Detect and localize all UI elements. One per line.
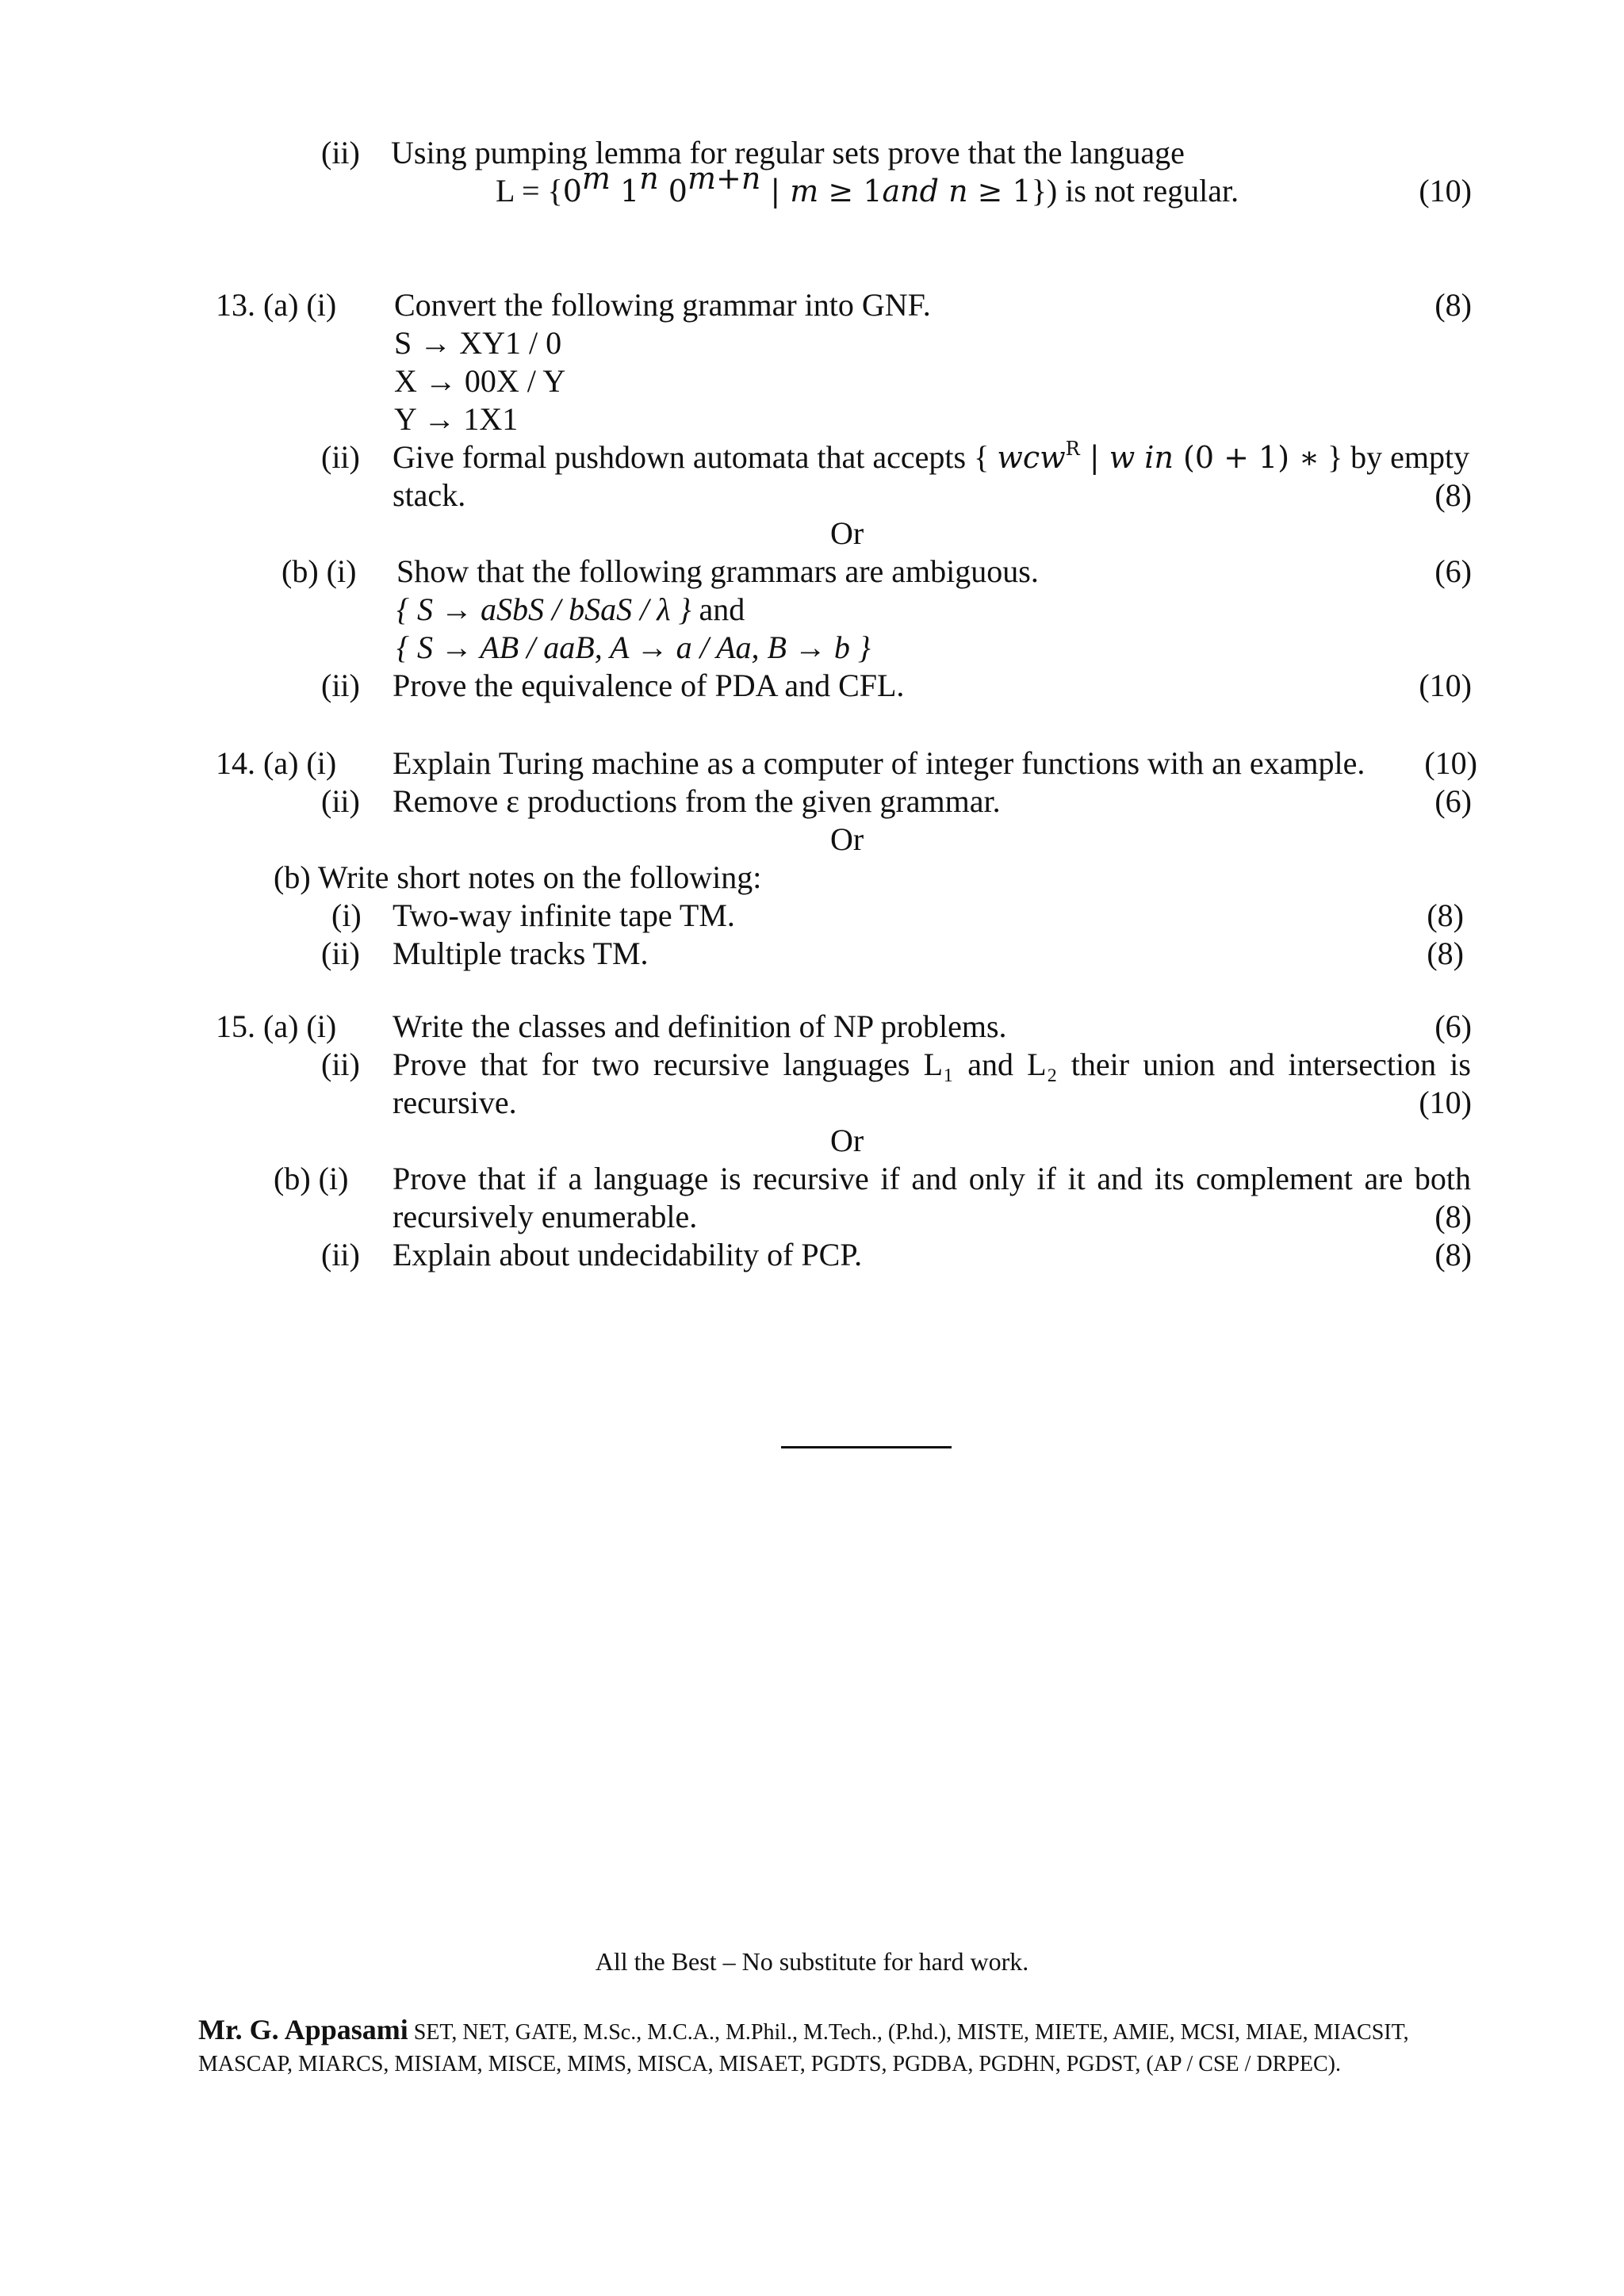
q13-b-i-marks: (6) (1434, 553, 1472, 589)
q15-a-ii-number: (ii) (321, 1047, 360, 1082)
q12-ii-number: (ii) (321, 135, 360, 170)
q15-b-label: (b) (i) (274, 1161, 349, 1196)
q13-or: Or (830, 515, 864, 551)
q14-b-i-text: Two-way infinite tape TM. (393, 897, 735, 933)
q14-b-label: (b) Write short notes on the following: (274, 859, 762, 895)
q15-a-i-marks: (6) (1434, 1008, 1472, 1044)
q15-a-ii-line2: recursive. (393, 1085, 517, 1120)
q14-label: 14. (a) (i) (216, 745, 337, 781)
q13-a-ii-number: (ii) (321, 439, 360, 475)
q13-a-ii-marks: (8) (1434, 477, 1472, 513)
q14-b-ii-text: Multiple tracks TM. (393, 936, 649, 971)
grammar-rule: X → 00X / Y (394, 363, 566, 399)
q15-b-i-line2: recursively enumerable. (393, 1199, 698, 1234)
q14-b-i-number: (i) (331, 897, 362, 933)
q15-or: Or (830, 1123, 864, 1158)
q15-a-i-text: Write the classes and definition of NP problems. (393, 1008, 1007, 1044)
q12-ii-text: Using pumping lemma for regular sets prove that the language (391, 135, 1185, 170)
q13-b-ii-text: Prove the equivalence of PDA and CFL. (393, 668, 905, 703)
q13-grammar2: { S → AB / aaB, A → a / Aa, B → b } (396, 629, 871, 665)
q12-ii-marks: (10) (1419, 173, 1472, 209)
grammar-rule: Y → 1X1 (394, 401, 519, 437)
q15-b-ii-number: (ii) (321, 1237, 360, 1272)
q13-label: 13. (a) (i) (216, 287, 337, 323)
q13-a-i-text: Convert the following grammar into GNF. (394, 287, 931, 323)
q13-grammar1: { S → aSbS / bSaS / λ } and (396, 591, 745, 627)
q13-b-i-text: Show that the following grammars are ambiguous. (396, 553, 1039, 589)
q15-label: 15. (a) (i) (216, 1008, 337, 1044)
q15-a-ii-line1: Prove that for two recursive languages L₁ and L₂ their union and intersection is (393, 1047, 1471, 1082)
q15-b-i-line1: Prove that if a language is recursive if and only if it and its complement are both (393, 1161, 1471, 1196)
author-credentials-2: MASCAP, MIARCS, MISIAM, MISCE, MIMS, MISCA, MISAET, PGDTS, PGDBA, PGDHN, PGDST, (AP / CSE / DRPEC). (198, 2052, 1341, 2076)
q14-a-i-marks: (10) (1424, 745, 1477, 781)
q13-a-ii-text2: stack. (393, 477, 466, 513)
q13-b-ii-number: (ii) (321, 668, 360, 703)
q13-b-label: (b) (i) (282, 553, 357, 589)
q15-b-ii-marks: (8) (1434, 1237, 1472, 1272)
q15-a-ii-marks: (10) (1419, 1085, 1472, 1120)
end-rule (781, 1446, 952, 1448)
q12-ii-formula: $L = \{0^m$ 1$^n$ $0^{m+n}$ | m ≥ 1and n ≥ 1}) is not regular. (496, 161, 1239, 209)
q14-or: Or (830, 821, 864, 857)
q13-a-i-marks: (8) (1434, 287, 1472, 323)
author-credentials-1: SET, NET, GATE, M.Sc., M.C.A., M.Phil., M.Tech., (P.hd.), MISTE, MIETE, AMIE, MCSI, MIAE, MIACSIT, (413, 2020, 1409, 2045)
q13-b-ii-marks: (10) (1419, 668, 1472, 703)
q13-a-ii-text: Give formal pushdown automata that accepts { wcw$^R$ | w in (0 + 1) ∗ } by empty (393, 438, 1470, 475)
q15-b-i-marks: (8) (1434, 1199, 1472, 1234)
author-block (198, 2014, 1409, 2080)
q14-a-ii-marks: (6) (1434, 783, 1472, 819)
author-name: Mr. G. Appasami (198, 2014, 408, 2045)
q14-b-ii-marks: (8) (1427, 936, 1464, 971)
q14-a-i-text: Explain Turing machine as a computer of integer functions with an example. (393, 745, 1365, 781)
q14-b-i-marks: (8) (1427, 897, 1464, 933)
q15-b-ii-text: Explain about undecidability of PCP. (393, 1237, 863, 1272)
q14-a-ii-text: Remove ε productions from the given grammar. (393, 783, 1001, 819)
q14-a-ii-number: (ii) (321, 783, 360, 819)
q14-b-ii-number: (ii) (321, 936, 360, 971)
footer-text: All the Best – No substitute for hard work. (595, 1947, 1029, 1976)
grammar-rule: S → XY1 / 0 (394, 325, 562, 361)
